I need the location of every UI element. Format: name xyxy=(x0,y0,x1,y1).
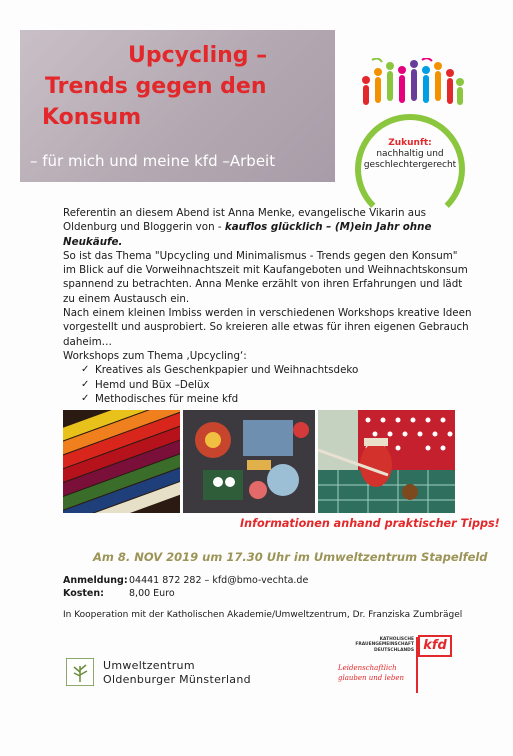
workshop-list xyxy=(63,363,473,406)
umweltzentrum-logo-icon xyxy=(66,658,94,686)
kfd-slogan-line1: Leidenschaftlich xyxy=(338,664,397,672)
page-title xyxy=(38,40,333,133)
crafts-photo xyxy=(183,410,315,513)
cooperation-note: In Kooperation mit der Katholischen Akademie/Umweltzentrum, Dr. Franziska Zumbrägel xyxy=(63,610,463,620)
sewing-photo xyxy=(318,410,455,513)
registration-value[interactable]: 04441 872 282 – kfd@bmo-vechta.de xyxy=(129,575,309,586)
kfd-org-line3: DEUTSCHLANDS xyxy=(374,647,414,653)
kfd-slogan-line2: glauben und leben xyxy=(338,674,404,682)
umweltzentrum-line1: Umweltzentrum xyxy=(103,659,195,672)
workshop-label: Methodisches für meine kfd xyxy=(95,392,239,405)
zukunft-logo xyxy=(352,58,470,178)
subtitle: – für mich und meine kfd –Arbeit xyxy=(30,152,276,170)
title-line-3: Konsum xyxy=(42,105,142,130)
kfd-org-line1: KATHOLISCHE xyxy=(379,637,414,642)
intro-line2: Oldenburg und Bloggerin von - xyxy=(63,221,225,234)
cost-value: 8,00 Euro xyxy=(129,588,175,599)
kfd-logo xyxy=(336,635,456,695)
umweltzentrum-name xyxy=(103,659,251,687)
list-item xyxy=(81,392,473,406)
title-line-2: Trends gegen den xyxy=(45,74,267,99)
workshops-heading: Workshops zum Thema ‚Upcycling‘: xyxy=(63,349,247,362)
contact-block xyxy=(63,574,308,600)
people-figures-icon xyxy=(352,58,470,118)
tips-line: Informationen anhand praktischer Tipps! xyxy=(240,517,500,530)
check-icon: ✓ xyxy=(81,364,90,376)
logo-caption xyxy=(352,138,468,171)
registration-label: Anmeldung: xyxy=(63,575,128,586)
cost-label: Kosten: xyxy=(63,588,104,599)
logo-caption-red: Zukunft: xyxy=(388,138,432,148)
event-date: Am 8. NOV 2019 um 17.30 Uhr im Umweltzentrum Stapelfeld xyxy=(93,550,488,564)
kfd-slogan xyxy=(338,663,418,683)
registration-row xyxy=(63,574,308,587)
umweltzentrum-line2: Oldenburger Münsterland xyxy=(103,673,251,686)
title-line-1: Upcycling – xyxy=(128,43,268,68)
intro-paragraph xyxy=(63,206,473,306)
thread-spools-photo xyxy=(63,410,180,513)
cost-row xyxy=(63,587,308,600)
list-item xyxy=(81,378,473,392)
kfd-org-line2: FRAUENGEMEINSCHAFT xyxy=(355,642,414,648)
kfd-org-name xyxy=(338,637,414,653)
intro-line1: Referentin an diesem Abend ist Anna Menke, evangelische Vikarin aus xyxy=(63,207,426,219)
check-icon: ✓ xyxy=(81,378,90,390)
logo-caption-line2: nachhaltig und xyxy=(376,149,444,159)
intro-rest: So ist das Thema "Upcycling und Minimalismus - Trends gegen den Konsum" im Blick auf die Vorweihnachtszeit mit Kaufangeboten und Weihnachtskonsum spannend zu betrachten. Anna Menke erzählt von ihren Erfahrungen und lädt zu einem Austausch ein. xyxy=(63,249,468,305)
workshop-paragraph: Nach einem kleinen Imbiss werden in verschiedenen Workshops kreative Ideen vorgestellt und ausprobiert. So kreieren alle etwas für ihren eigenen Gebrauch daheim… xyxy=(63,307,472,348)
logo-caption-line3: geschlechtergerecht xyxy=(363,160,457,170)
blog-title: kauflos glücklich – (M)ein Jahr ohne Neukäufe. xyxy=(63,221,432,248)
kfd-wordmark: kfd xyxy=(418,635,452,657)
list-item xyxy=(81,363,473,377)
header-banner xyxy=(20,30,335,182)
check-icon: ✓ xyxy=(81,392,90,404)
workshop-label: Kreatives als Geschenkpapier und Weihnachtsdeko xyxy=(95,364,359,377)
description xyxy=(63,206,473,406)
workshop-label: Hemd und Büx –Delüx xyxy=(95,378,210,391)
